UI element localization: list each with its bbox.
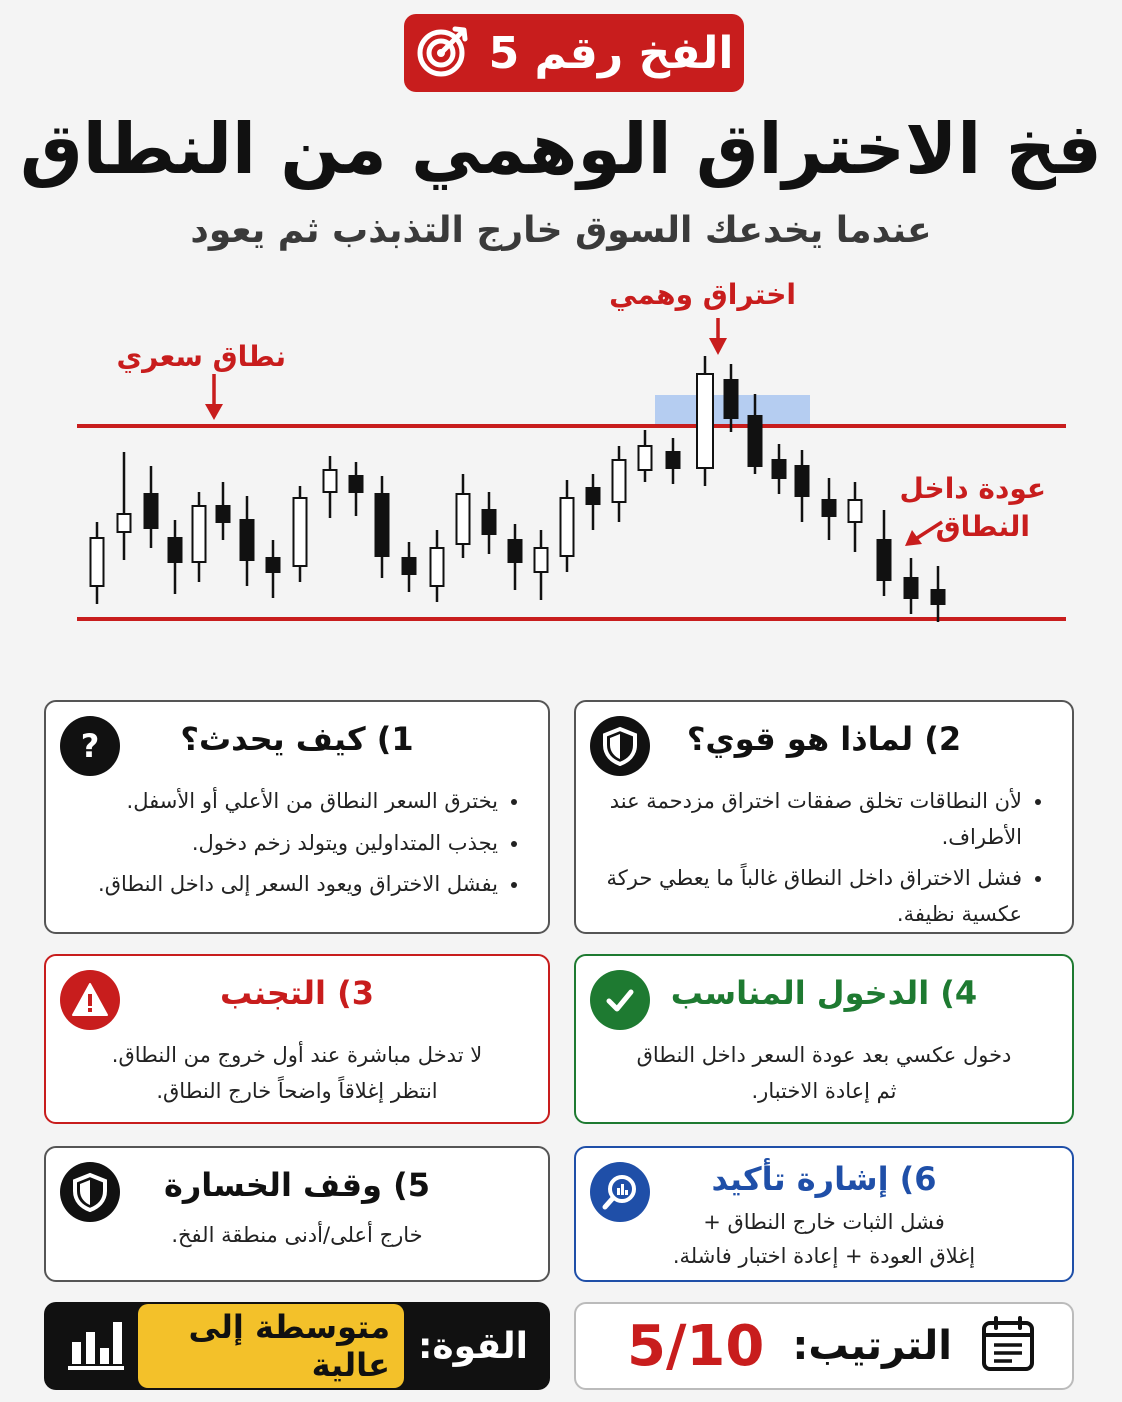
card-how-item-3: • يفشل الاختراق ويعود السعر إلى داخل النطاق. <box>74 867 498 903</box>
check-icon <box>590 970 650 1030</box>
card-why-item-1: • لأن النطاقات تخلق صفقات اختراق مزدحمة عند الأطراف. <box>604 784 1022 855</box>
candle <box>457 474 470 558</box>
rank-label: الترتيب: <box>792 1323 952 1369</box>
range-label: نطاق سعري <box>116 340 286 373</box>
candle <box>294 486 307 582</box>
trap-number-badge <box>404 14 744 92</box>
card-avoid-title: 3) التجنب <box>219 974 375 1012</box>
candle-body-bullish <box>193 506 206 562</box>
card-why <box>574 700 1074 934</box>
candle-body-bearish <box>376 494 389 556</box>
candle-body-bullish <box>324 470 337 492</box>
candle <box>145 466 158 548</box>
candle-body-bearish <box>725 380 738 418</box>
range-chart <box>0 270 1122 640</box>
trap-number-text: الفخ رقم 5 <box>488 27 734 79</box>
candle-body-bearish <box>932 590 945 604</box>
candle <box>905 558 918 614</box>
candle-body-bearish <box>483 510 496 534</box>
card-how-item-2: • يجذب المتداولين ويتولد زخم دخول. <box>74 826 498 862</box>
fake-break-arrow <box>709 318 727 355</box>
candle-body-bearish <box>878 540 891 580</box>
question-icon <box>60 716 120 776</box>
candle-body-bullish <box>849 500 862 522</box>
calendar-icon <box>980 1315 1036 1377</box>
candle-body-bearish <box>145 494 158 528</box>
candle <box>613 446 626 522</box>
candle-body-bearish <box>905 578 918 598</box>
candle <box>431 530 444 602</box>
card-how <box>44 700 550 934</box>
candle-body-bearish <box>217 506 230 522</box>
candle-body-bullish <box>118 514 131 532</box>
candle <box>849 482 862 552</box>
target-icon <box>415 23 471 83</box>
candle <box>193 492 206 582</box>
card-stop-title: 5) وقف الخسارة <box>163 1166 431 1204</box>
candle <box>773 444 786 494</box>
candle-body-bearish <box>587 488 600 504</box>
card-entry <box>574 954 1074 1124</box>
card-stop-line-1: خارج أعلى/أدنى منطقة الفخ. <box>171 1223 423 1247</box>
candle-body-bearish <box>773 460 786 478</box>
card-avoid-line-1: لا تدخل مباشرة عند أول خروج من النطاق. <box>111 1043 483 1067</box>
candle-body-bullish <box>561 498 574 556</box>
candle-body-bullish <box>457 494 470 544</box>
card-avoid <box>44 954 550 1124</box>
page-title: فخ الاختراق الوهمي من النطاق <box>20 108 1102 190</box>
candle-body-bullish <box>535 548 548 572</box>
card-stop-loss <box>44 1146 550 1282</box>
bar-chart-icon <box>66 1316 124 1376</box>
candle-body-bearish <box>350 476 363 492</box>
candle <box>697 356 713 486</box>
candle <box>509 524 522 590</box>
shield-icon <box>590 716 650 776</box>
card-how-item-1: • يخترق السعر النطاق من الأعلي أو الأسفل. <box>74 784 498 820</box>
candle <box>639 430 652 482</box>
shield-icon <box>60 1162 120 1222</box>
candle-body-bearish <box>749 416 762 466</box>
candle <box>217 482 230 540</box>
candle-body-bullish <box>613 460 626 502</box>
candle-body-bullish <box>697 374 713 468</box>
candle-body-bearish <box>403 558 416 574</box>
candle-body-bullish <box>294 498 307 566</box>
strength-label: القوة: <box>418 1325 528 1367</box>
return-label-line1: عودة داخل <box>899 472 1046 505</box>
page-subtitle: عندما يخدعك السوق خارج التذبذب ثم يعود <box>190 210 932 251</box>
card-entry-line-2: ثم إعادة الاختبار. <box>751 1078 897 1103</box>
candle <box>878 510 891 596</box>
return-label-line2: النطاق <box>935 510 1030 543</box>
candle <box>91 522 104 604</box>
rank-value: 5/10 <box>627 1313 765 1379</box>
candle <box>535 530 548 600</box>
candle-body-bearish <box>509 540 522 562</box>
candle <box>587 474 600 530</box>
candle <box>796 450 809 522</box>
candle <box>118 452 131 560</box>
card-why-item-2: • فشل الاختراق داخل النطاق غالباً ما يعطي حركة عكسية نظيفة. <box>604 861 1022 932</box>
range-label-arrow <box>205 374 223 420</box>
fake-break-label: اختراق وهمي <box>609 278 796 311</box>
candle-body-bullish <box>431 548 444 586</box>
candle-body-bearish <box>169 538 182 562</box>
card-entry-line-1: دخول عكسي بعد عودة السعر داخل النطاق <box>636 1043 1012 1067</box>
candle <box>324 456 337 518</box>
card-confirm-line-1: فشل الثبات خارج النطاق + <box>703 1210 945 1234</box>
candle-body-bearish <box>241 520 254 560</box>
candle <box>823 478 836 540</box>
candle <box>932 566 945 622</box>
card-confirm-line-2: إغلاق العودة + إعادة اختبار فاشلة. <box>672 1243 976 1268</box>
candle-body-bullish <box>91 538 104 586</box>
candle <box>241 496 254 586</box>
card-avoid-line-2: انتظر إغلاقاً واضحاً خارج النطاق. <box>156 1078 438 1103</box>
strength-value: متوسطة إلى عالية <box>138 1304 404 1388</box>
warning-icon <box>60 970 120 1030</box>
candle <box>561 480 574 572</box>
candle-body-bearish <box>267 558 280 572</box>
candle-body-bearish <box>823 500 836 516</box>
candle <box>350 462 363 516</box>
candle-body-bearish <box>796 466 809 496</box>
rank-bar <box>574 1302 1074 1390</box>
svg-text:?: ? <box>80 727 100 765</box>
card-how-title: 1) كيف يحدث؟ <box>180 720 414 758</box>
candle-body-bullish <box>639 446 652 470</box>
candle <box>376 476 389 578</box>
candle <box>169 520 182 594</box>
candle <box>667 438 680 484</box>
card-confirm <box>574 1146 1074 1282</box>
candle <box>483 492 496 554</box>
card-entry-title: 4) الدخول المناسب <box>670 974 978 1012</box>
card-why-title: 2) لماذا هو قوي؟ <box>686 720 962 758</box>
candles-group <box>91 356 945 622</box>
card-confirm-title: 6) إشارة تأكيد <box>711 1160 937 1198</box>
candle <box>403 542 416 592</box>
candle-body-bearish <box>667 452 680 468</box>
strength-bar <box>44 1302 550 1390</box>
candle <box>267 540 280 598</box>
